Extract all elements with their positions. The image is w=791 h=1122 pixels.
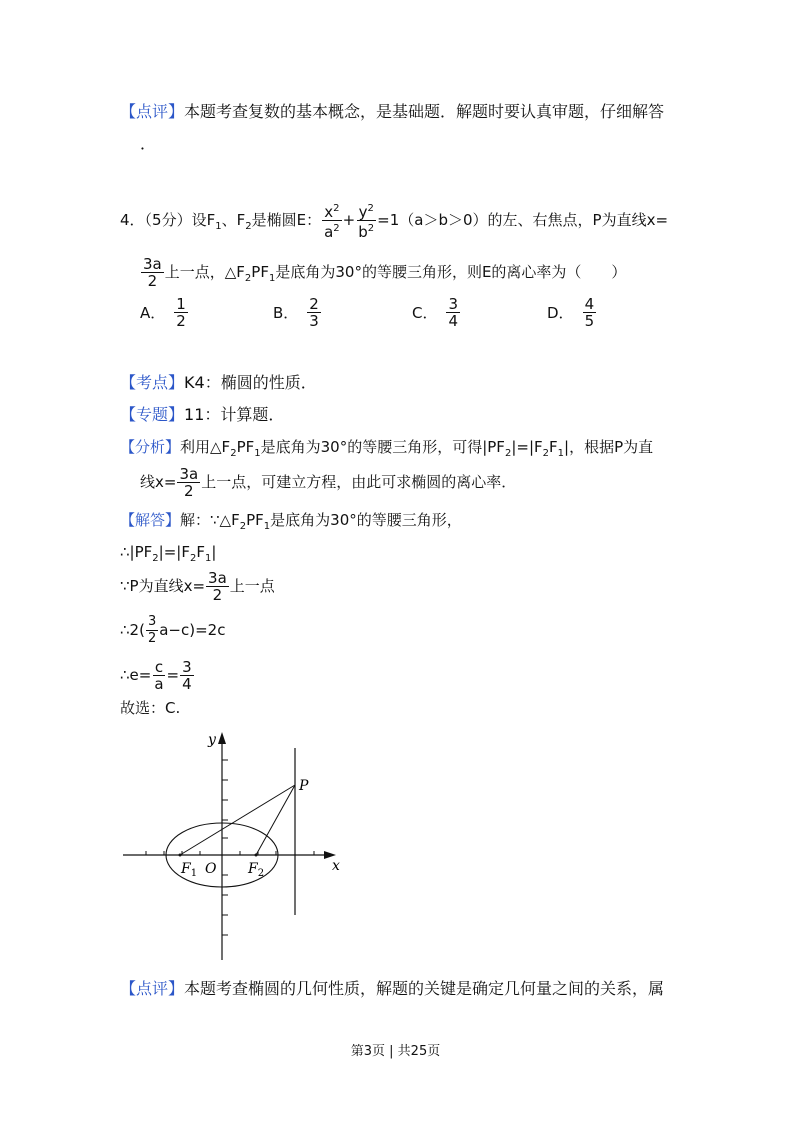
numerator: 3 [448,295,459,313]
sub: 2 [239,521,247,532]
jieda-line-2 [120,542,216,569]
f2-letter: F [248,861,258,877]
sub: 2 [189,553,197,564]
comment-bottom [120,979,664,999]
point-f1 [179,854,182,857]
comment-text: 本题考查椭圆的几何性质，解题的关键是确定几何量之间的关系，属 [184,979,665,998]
numerator: 4 [584,295,595,313]
fraction-y2-b2 [356,201,376,240]
fenxi-tag: 【分析】 [120,438,181,456]
jieda-text: PF [246,511,264,529]
jieda-text: ∴|PF [120,543,153,561]
denominator: 2 [147,272,158,290]
jieda-text: ∴e= [120,666,152,684]
origin-label: O [205,861,217,877]
comment-tag: 【点评】 [120,979,185,998]
y-label: y [208,732,216,748]
f2-label [247,861,264,879]
jieda-text: 上一点 [229,577,275,595]
numerator: c [154,658,164,676]
numerator: 3a [179,465,199,483]
f1-sub: 1 [190,868,198,879]
sub: 2 [245,221,252,232]
y-ticks [222,760,228,935]
comment-tag: 【点评】 [120,102,185,121]
jieda-text: ∴2( [120,621,145,639]
page-footer: 第3页 | 共25页 [350,1044,441,1059]
fenxi-line-1 [120,437,653,464]
denominator: 3 [309,312,319,330]
kaodian [120,373,317,393]
fraction-3a-2 [206,570,229,603]
fraction-x2-a2 [322,201,342,240]
fenxi-text: 是底角为30°的等腰三角形，可得|PF [260,438,505,456]
question-text: 是底角为30°的等腰三角形，则E的离心率为（ ） [275,263,627,281]
jieda-line-4 [120,610,225,650]
question-line-1 [120,200,668,247]
plus: + [342,211,356,229]
numerator: 2 [309,295,319,313]
option-fraction [446,296,460,329]
option-a[interactable] [140,296,189,329]
kaodian-tag: 【考点】 [120,373,185,392]
zhuanti [120,405,284,425]
option-d[interactable] [547,296,597,329]
denominator: 2 [184,482,194,500]
sub: 1 [254,448,261,459]
var-a: a [324,223,334,241]
denominator: 2 [147,631,157,646]
sub: 1 [557,448,565,459]
equals: = [166,666,180,684]
zhuanti-text: 11：计算题． [184,405,285,424]
fraction-3a-2 [141,256,164,289]
sub: 1 [268,273,276,284]
sub: 2 [244,273,252,284]
segment-f1-p [180,785,295,855]
var-x: x [324,203,334,221]
f1-letter: F [181,861,191,877]
question-text: 是椭圆E： [251,211,322,229]
fenxi-text: 利用△F [180,438,231,456]
sub: 2 [152,553,159,564]
numerator: 1 [176,295,186,313]
comment-text: 本题考查复数的基本概念，是基础题．解题时要认真审题，仔细解答 [184,102,665,121]
y-axis-arrow-icon [218,732,226,744]
jieda-text: a−c)=2c [159,621,226,639]
fraction-3-4 [180,659,194,692]
jieda-line-3 [120,566,275,606]
question-text: =1（a＞b＞0）的左、右焦点，P为直线x= [377,211,669,229]
fenxi-text: 上一点，可建立方程，由此可求椭圆的离心率． [201,473,517,491]
denominator: 2 [212,586,223,604]
sub: 1 [263,521,271,532]
exp: 2 [367,203,374,214]
question-text: 、F [221,211,246,229]
option-fraction [583,296,597,329]
fenxi-text: 线x= [140,473,177,491]
jieda-text: ∵P为直线x= [120,577,206,595]
sub: 2 [230,448,237,459]
option-label: D． [547,304,574,322]
fenxi-line-2 [140,462,516,502]
exp: 2 [333,203,340,214]
option-fraction [174,296,188,329]
exp: 2 [333,223,340,234]
jieda-text: F [196,543,205,561]
jieda-text: | [211,543,217,561]
fenxi-text: F [549,438,558,456]
jieda-tag: 【解答】 [120,511,181,529]
jieda-line-5 [120,655,195,695]
option-b[interactable] [273,296,322,329]
question-text: PF [251,263,269,281]
sub: 1 [204,553,212,564]
jieda-line-1 [120,510,462,537]
comment-tail: ． [140,134,157,153]
sub: 2 [542,448,550,459]
option-label: B． [273,304,299,322]
f1-label [180,861,197,879]
fraction-3a-2 [177,466,200,499]
option-fraction [307,296,321,329]
option-label: C． [412,304,438,322]
question-line-2 [140,252,626,299]
x-label: x [332,858,340,874]
denominator: a [154,675,164,693]
jieda-text: 是底角为30°的等腰三角形， [270,511,462,529]
fraction-c-a [152,659,165,692]
denominator: 5 [584,312,595,330]
jieda-text: |=|F [158,543,190,561]
denominator: 4 [448,312,459,330]
exp: 2 [367,223,375,234]
numerator: 3a [143,255,162,273]
numerator: 3 [147,614,157,629]
comment-top [120,102,664,122]
fenxi-text: |=|F [511,438,543,456]
denominator: 2 [176,312,186,330]
p-label: P [299,778,309,794]
question-prefix: 4．（5分）设F [120,211,216,229]
fraction-3-2 [146,614,158,647]
var-y: y [358,203,368,221]
ellipse-figure [118,730,348,962]
option-c[interactable] [412,296,461,329]
sub: 2 [504,448,512,459]
question-text: 上一点，△F [164,263,245,281]
sub: 1 [215,221,222,232]
f2-sub: 2 [257,868,265,879]
jieda-text: 解：∵△F [180,511,240,529]
var-b: b [358,223,368,241]
kaodian-text: K4：椭圆的性质． [184,373,317,392]
fenxi-text: |，根据P为直 [564,438,654,456]
fenxi-text: PF [236,438,255,456]
option-label: A． [140,304,166,322]
numerator: 3a [208,569,227,587]
point-f2 [255,854,258,857]
jieda-answer: 故选：C. [120,699,181,717]
zhuanti-tag: 【专题】 [120,405,185,424]
numerator: 3 [182,658,192,676]
denominator: 4 [182,675,192,693]
